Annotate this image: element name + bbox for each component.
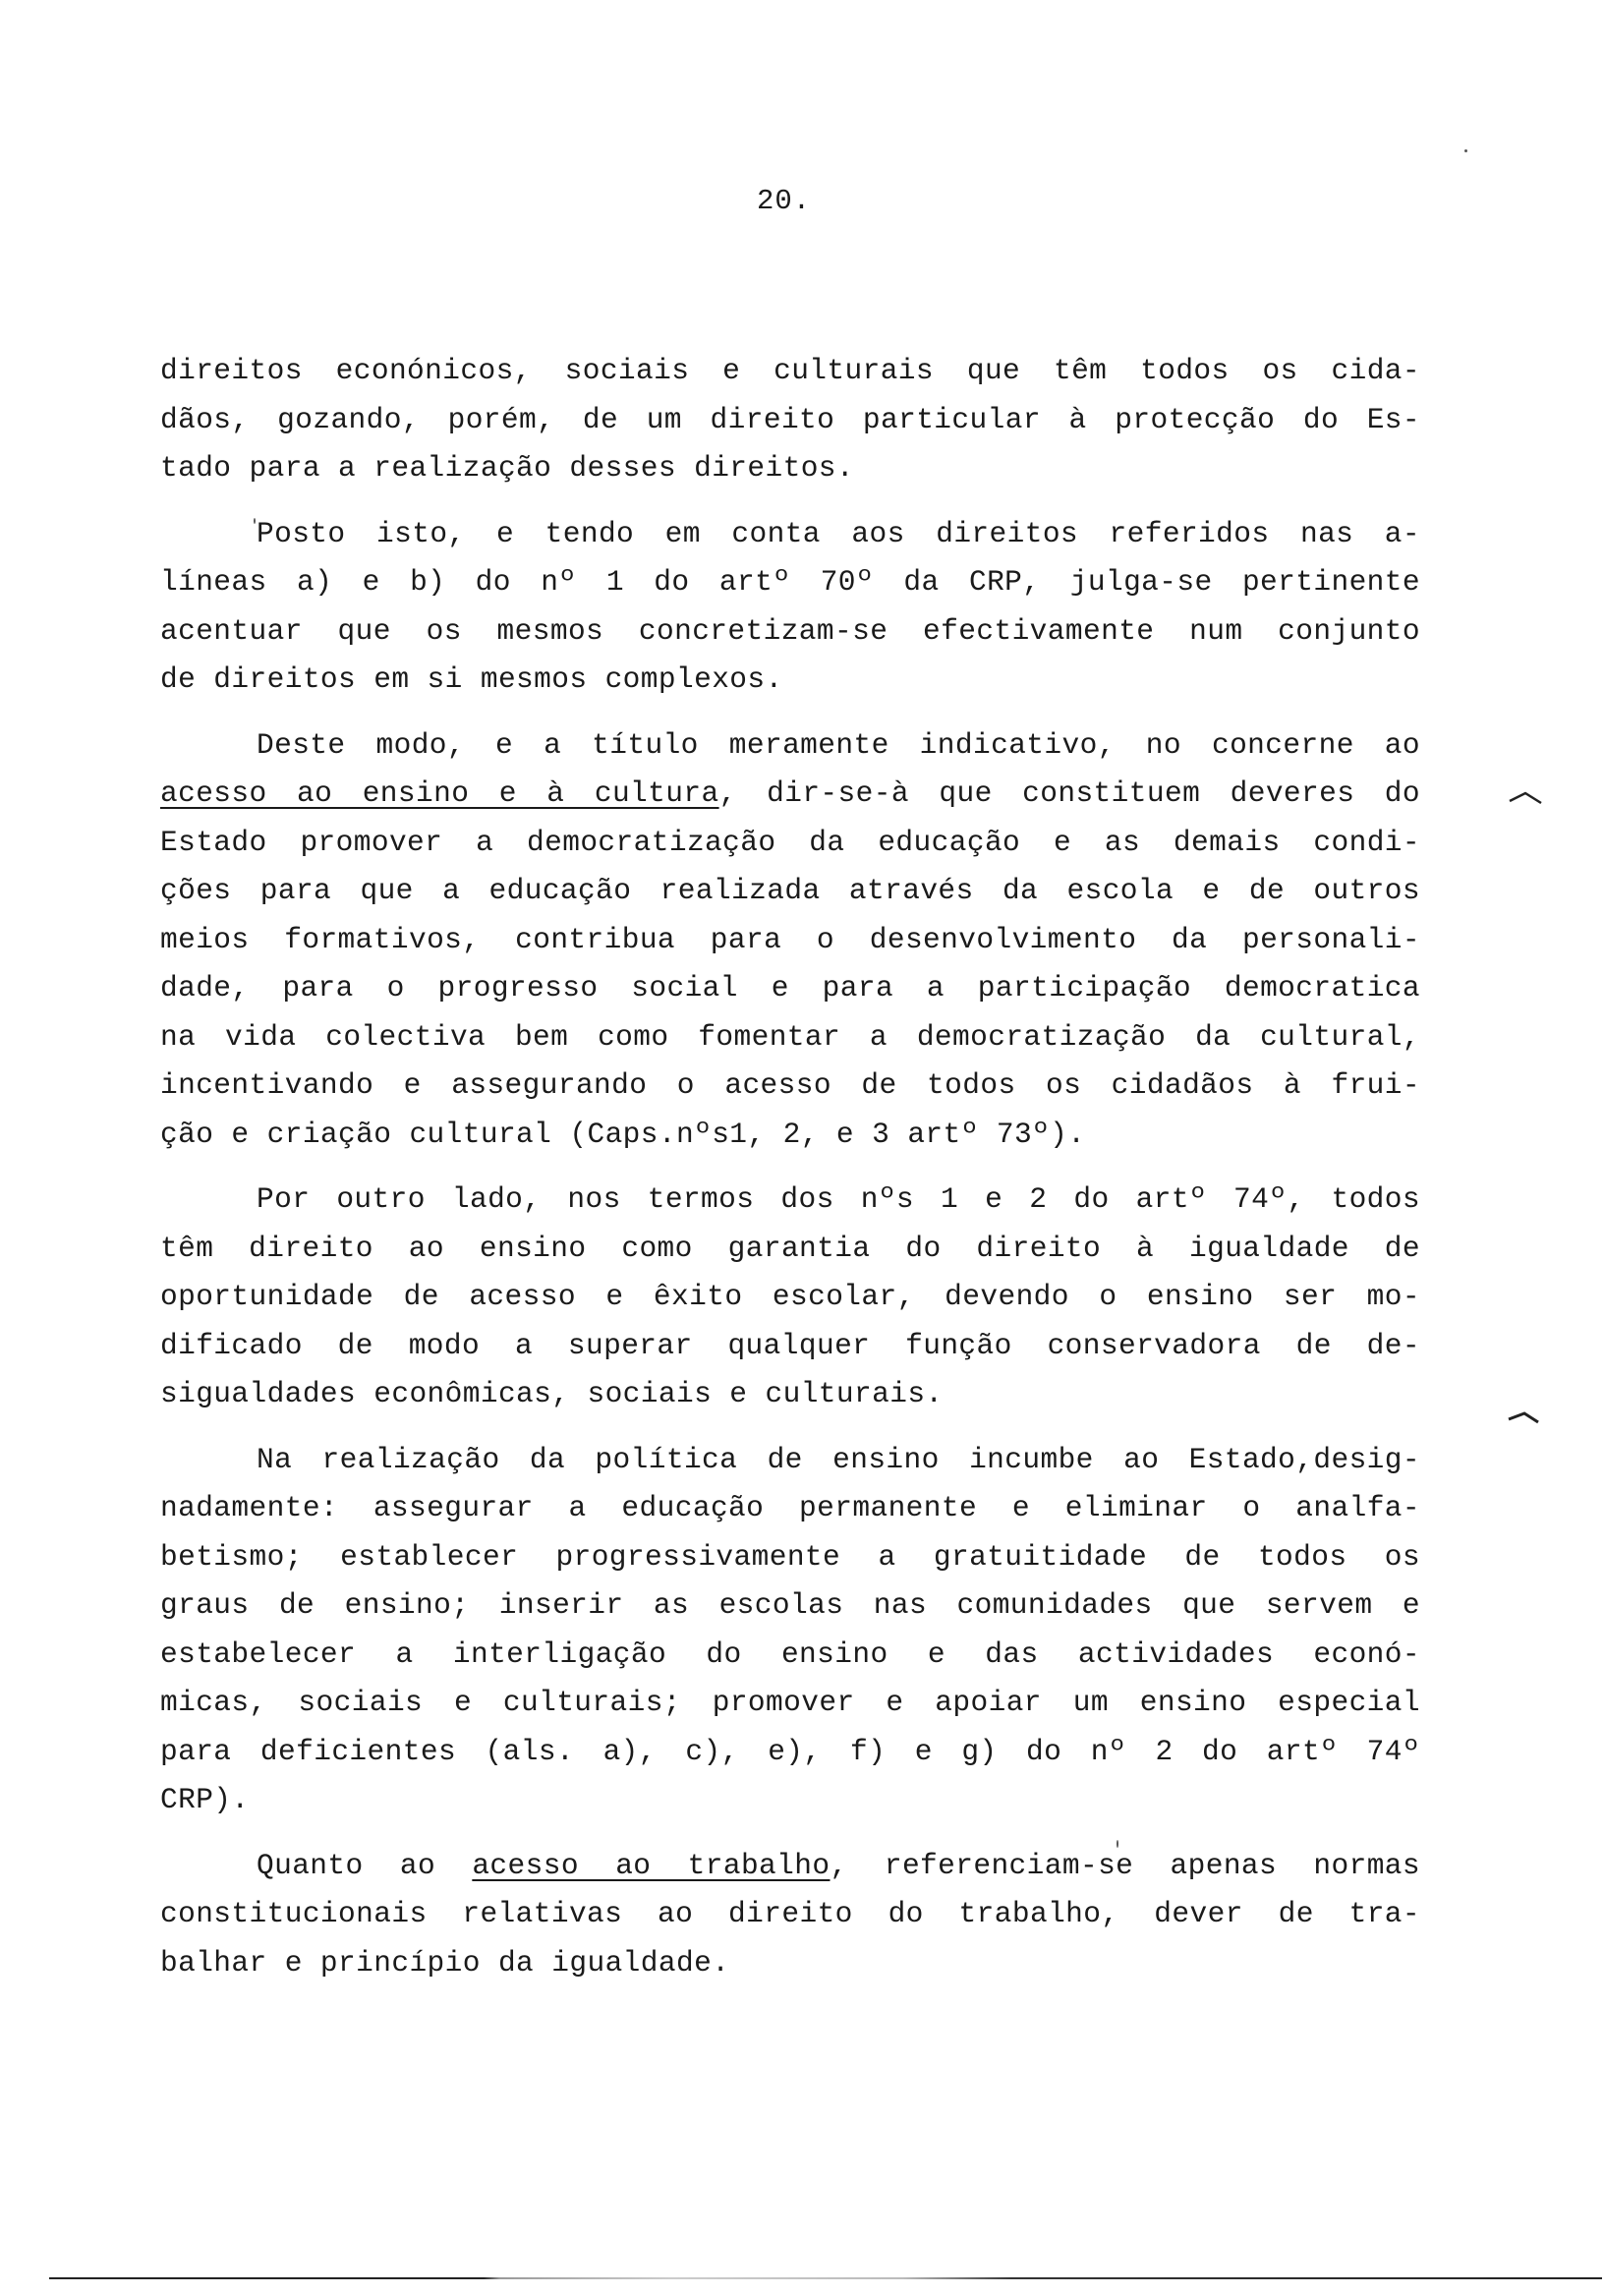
text-line: acesso ao ensino e à cultura, dir-se-à que constituem deveres do [160, 776, 1420, 810]
scan-speck [1464, 149, 1467, 152]
text-line: Estado promover a democratização da educação e as demais condi- [160, 825, 1420, 859]
text-line: na vida colectiva bem como fomentar a democratização da cultural, [160, 1019, 1420, 1054]
footer-rule [49, 2277, 1602, 2279]
paragraph [160, 1436, 1420, 1825]
text-line: dãos, gozando, porém, de um direito particular à protecção do Es- [160, 402, 1420, 436]
text-line: direitos econónicos, sociais e culturais que têm todos os cida- [160, 354, 1420, 387]
text-line: ção e criação cultural (Caps.nºs1, 2, e 3 artº 73º). [160, 1117, 1086, 1151]
text-line: Quanto ao acesso ao trabalho, referenciam-se apenas normas [257, 1848, 1421, 1882]
paragraph [160, 347, 1420, 493]
text-line: têm direito ao ensino como garantia do direito à igualdade de [160, 1231, 1420, 1265]
text-line: estabelecer a interligação do ensino e das actividades econó- [160, 1636, 1420, 1671]
text-line: graus de ensino; inserir as escolas nas comunidades que servem e [160, 1588, 1420, 1622]
paragraph [160, 1176, 1420, 1419]
text-line: constitucionais relativas ao direito do trabalho, dever de tra- [160, 1897, 1420, 1930]
text-line: nadamente: assegurar a educação permanente e eliminar o analfa- [160, 1491, 1420, 1524]
text-line: meios formativos, contribua para o desenvolvimento da personali- [160, 922, 1420, 956]
text-line: tado para a realização desses direitos. [160, 451, 855, 485]
page-number: 20. [757, 185, 812, 217]
text-line: de direitos em si mesmos complexos. [160, 662, 783, 696]
text-line: micas, sociais e culturais; promover e apoiar um ensino especial [160, 1686, 1420, 1719]
scan-speck [254, 518, 256, 524]
text-line: incentivando e assegurando o acesso de todos os cidadãos à frui- [160, 1068, 1420, 1102]
text-line: Deste modo, e a título meramente indicativo, no concerne ao [257, 727, 1420, 762]
text-line: acentuar que os mesmos concretizam-se efectivamente num conjunto [160, 613, 1420, 648]
scan-speck [1117, 1840, 1118, 1848]
text-line: para deficientes (als. a), c), e), f) e g) do nº 2 do artº 74º [160, 1734, 1420, 1768]
text-line: balhar e princípio da igualdade. [160, 1945, 730, 1980]
text-line: sigualdades econômicas, sociais e culturais. [160, 1377, 944, 1410]
margin-caret-mark [1506, 1408, 1541, 1424]
paragraph [160, 510, 1420, 705]
paragraph [160, 1842, 1420, 1988]
text-line: dade, para o progresso social e para a participação democratica [160, 971, 1420, 1004]
text-line: líneas a) e b) do nº 1 do artº 70º da CRP, julga-se pertinente [160, 565, 1420, 599]
underlined-phrase: acesso ao ensino e à cultura [160, 776, 719, 810]
underlined-phrase: acesso ao trabalho [472, 1848, 831, 1882]
text-line: Posto isto, e tendo em conta aos direitos referidos nas a- [257, 516, 1420, 550]
text-line: CRP). [160, 1783, 250, 1816]
text-line: ções para que a educação realizada através da escola e de outros [160, 874, 1420, 907]
text-line: Por outro lado, nos termos dos nºs 1 e 2 do artº 74º, todos [257, 1182, 1420, 1216]
text-line: betismo; establecer progressivamente a gratuitidade de todos os [160, 1539, 1420, 1574]
text-line: dificado de modo a superar qualquer função conservadora de de- [160, 1328, 1420, 1362]
text-line: oportunidade de acesso e êxito escolar, devendo o ensino ser mo- [160, 1280, 1420, 1313]
body-text [160, 347, 1420, 2004]
text-line: Na realização da política de ensino incumbe ao Estado,desig- [257, 1442, 1420, 1476]
paragraph [160, 721, 1420, 1160]
margin-caret-mark [1508, 789, 1543, 805]
